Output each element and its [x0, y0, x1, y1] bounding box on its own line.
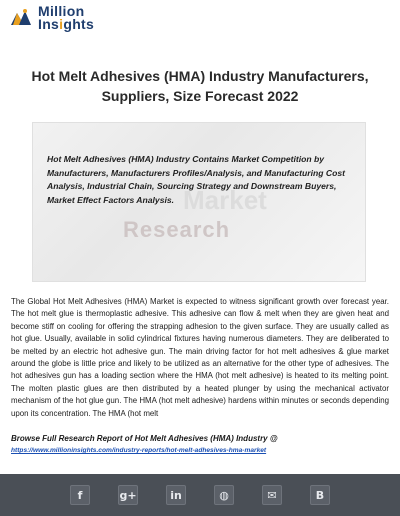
- email-icon[interactable]: ✉: [262, 485, 282, 505]
- hero-watermark-research: Research: [123, 217, 231, 242]
- logo-line2-end: ghts: [63, 16, 95, 32]
- hero-banner: [32, 122, 366, 282]
- globe-icon[interactable]: ◍: [214, 485, 234, 505]
- logo-line2-main: Ins: [38, 16, 60, 32]
- google-plus-icon[interactable]: g+: [118, 485, 138, 505]
- report-link[interactable]: https://www.millioninsights.com/industry-reports/hot-melt-adhesives-hma-market: [11, 447, 267, 454]
- linkedin-icon[interactable]: in: [166, 485, 186, 505]
- blogger-icon[interactable]: B: [310, 485, 330, 505]
- logo-text: [38, 5, 94, 31]
- body-paragraph: The Global Hot Melt Adhesives (HMA) Market is expected to witness significant growth over forecast year. The hot melt glue is thermoplastic adhesive. This adhesive can flow & melt when they are given heat and become stiff on cooling for offering the strapping adhesion to the given surface. They are usually called as hot glue. Usually, available in solid cylindrical fixtures having numerous diameters. They are deliberated to be melted by an electric hot adhesive gun. The main driving factor for hot melt adhesives & glue market around the globe is little price and likely to be utilized as an alternative for the other type of adhesives. The hot adhesives gun has a loading section where the HMA (hot melt adhesive) is heated to its melting point. The molten plastic glues are then distributed by a heated plunger by using the mechanical activator mechanism of the hot glue gun. The HMA (hot melt adhesive) hardens within minutes or seconds depending upon its concentration. The HMA (hot melt: [11, 297, 389, 418]
- facebook-icon[interactable]: f: [70, 485, 90, 505]
- hero-summary: Hot Melt Adhesives (HMA) Industry Contains Market Competition by Manufacturers, Manufacturers Profiles/Analysis, and Manufacturing Cost Analysis, Industrial Chain, Sourcing Strategy and Downstream Buyers, Market Effect Factors Analysis.: [47, 154, 345, 205]
- million-insights-logo[interactable]: [8, 5, 94, 31]
- logo-mark-icon: [8, 5, 34, 31]
- logo-line1: Million: [38, 3, 85, 19]
- social-share-bar: [0, 474, 400, 516]
- logo-line2: [38, 18, 94, 31]
- logo-line2-accent: i: [59, 16, 64, 32]
- browse-label: Browse Full Research Report of Hot Melt Adhesives (HMA) Industry @: [11, 434, 278, 443]
- hero-watermark-market: Market: [183, 185, 267, 215]
- document-title: Hot Melt Adhesives (HMA) Industry Manufacturers, Suppliers, Size Forecast 2022: [31, 68, 369, 104]
